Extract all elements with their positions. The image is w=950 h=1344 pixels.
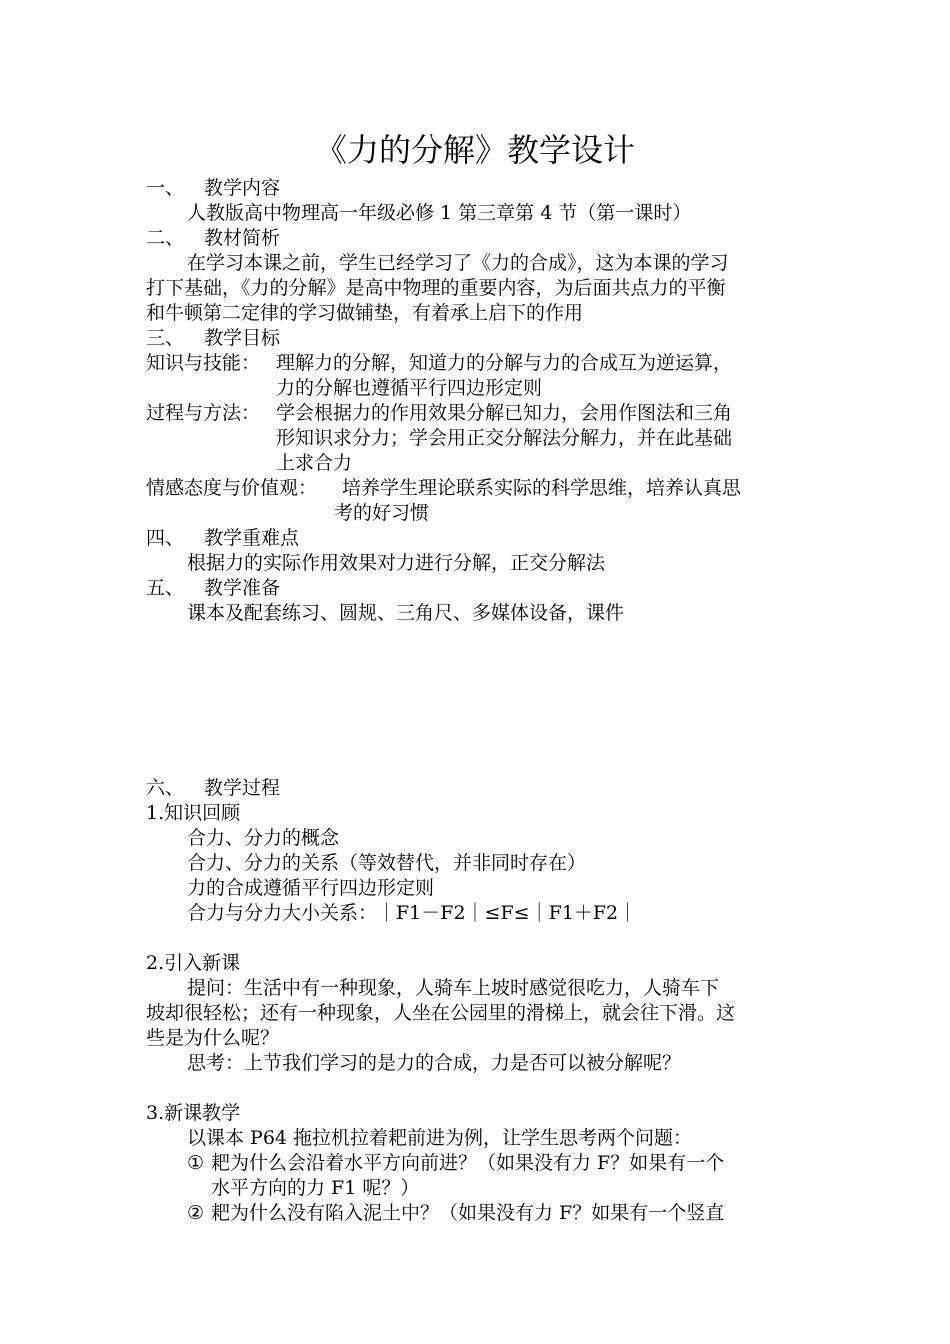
section-1-heading xyxy=(146,176,280,200)
section-2-line: 在学习本课之前，学生已经学习了《力的合成》，这为本课的学习 xyxy=(187,252,729,274)
goal-text: 考的好习惯 xyxy=(334,502,430,524)
question-text: 耙为什么会沿着水平方向前进？（如果没有力 F？如果有一个 xyxy=(211,1152,725,1174)
list-item: 力的合成遵循平行四边形定则 xyxy=(187,877,435,899)
goal-label: 知识与技能： xyxy=(146,352,261,374)
section-4-body: 根据力的实际作用效果对力进行分解，正交分解法 xyxy=(187,552,606,574)
section-5-body: 课本及配套练习、圆规、三角尺、多媒体设备，课件 xyxy=(187,602,625,624)
goal-text: 理解力的分解，知道力的分解与力的合成互为逆运算， xyxy=(276,352,733,374)
goal-emotion xyxy=(146,476,741,500)
section-number: 三、 xyxy=(146,327,185,349)
section-2-heading xyxy=(146,226,280,250)
section-number: 五、 xyxy=(146,577,185,599)
question-2 xyxy=(187,1201,724,1225)
list-item: 合力、分力的概念 xyxy=(187,827,340,849)
goal-text: 上求合力 xyxy=(276,452,353,474)
section-number: 四、 xyxy=(146,527,185,549)
section-3-heading xyxy=(146,326,280,350)
section-2-line: 打下基础，《力的分解》是高中物理的重要内容，为后面共点力的平衡 xyxy=(146,277,726,299)
section-title: 教学过程 xyxy=(204,777,281,799)
section-title: 教学内容 xyxy=(204,177,281,199)
section-title: 教材简析 xyxy=(204,227,281,249)
question-text: 耙为什么没有陷入泥土中？（如果没有力 F？如果有一个竖直 xyxy=(211,1202,725,1224)
circled-number: ② xyxy=(187,1202,205,1224)
page-title: 《力的分解》教学设计 xyxy=(314,131,635,169)
goal-knowledge xyxy=(146,351,732,375)
section-number: 二、 xyxy=(146,227,185,249)
section-title: 教学重难点 xyxy=(204,527,300,549)
section-4-heading xyxy=(146,526,299,550)
goal-label: 情感态度与价值观： xyxy=(146,477,318,499)
section-number: 六、 xyxy=(146,777,185,799)
goal-text: 培养学生理论联系实际的科学思维，培养认真思 xyxy=(342,477,742,499)
goal-text: 形知识求分力；学会用正交分解法分解力，并在此基础 xyxy=(276,427,733,449)
goal-process xyxy=(146,401,732,425)
paragraph-line: 坡却很轻松；还有一种现象，人坐在公园里的滑梯上，就会往下滑。这 xyxy=(146,1002,736,1024)
section-title: 教学目标 xyxy=(204,327,281,349)
section-1-body: 人教版高中物理高一年级必修 1 第三章第 4 节（第一课时） xyxy=(187,202,692,224)
goal-text: 力的分解也遵循平行四边形定则 xyxy=(276,377,543,399)
paragraph-line: 思考：上节我们学习的是力的合成，力是否可以被分解呢？ xyxy=(187,1052,682,1074)
question-text: 水平方向的力 F1 呢？） xyxy=(211,1177,420,1199)
subsection-heading: 2.引入新课 xyxy=(146,952,241,974)
section-6-heading xyxy=(146,776,280,800)
question-1 xyxy=(187,1151,724,1175)
section-2-line: 和牛顿第二定律的学习做铺垫，有着承上启下的作用 xyxy=(146,302,584,324)
circled-number: ① xyxy=(187,1152,205,1174)
subsection-heading: 3.新课教学 xyxy=(146,1102,241,1124)
goal-text: 学会根据力的作用效果分解已知力，会用作图法和三角 xyxy=(276,402,733,424)
section-number: 一、 xyxy=(146,177,185,199)
section-title: 教学准备 xyxy=(204,577,281,599)
goal-label: 过程与方法： xyxy=(146,402,261,424)
paragraph-line: 提问：生活中有一种现象，人骑车上坡时感觉很吃力，人骑车下 xyxy=(187,977,720,999)
paragraph-line: 以课本 P64 拖拉机拉着耙前进为例，让学生思考两个问题： xyxy=(187,1127,693,1149)
subsection-heading: 1.知识回顾 xyxy=(146,802,241,824)
paragraph-line: 些是为什么呢？ xyxy=(146,1027,280,1049)
section-5-heading xyxy=(146,576,280,600)
list-item: 合力与分力大小关系：｜F1－F2｜≤F≤｜F1＋F2｜ xyxy=(187,902,638,924)
list-item: 合力、分力的关系（等效替代，并非同时存在） xyxy=(187,852,587,874)
